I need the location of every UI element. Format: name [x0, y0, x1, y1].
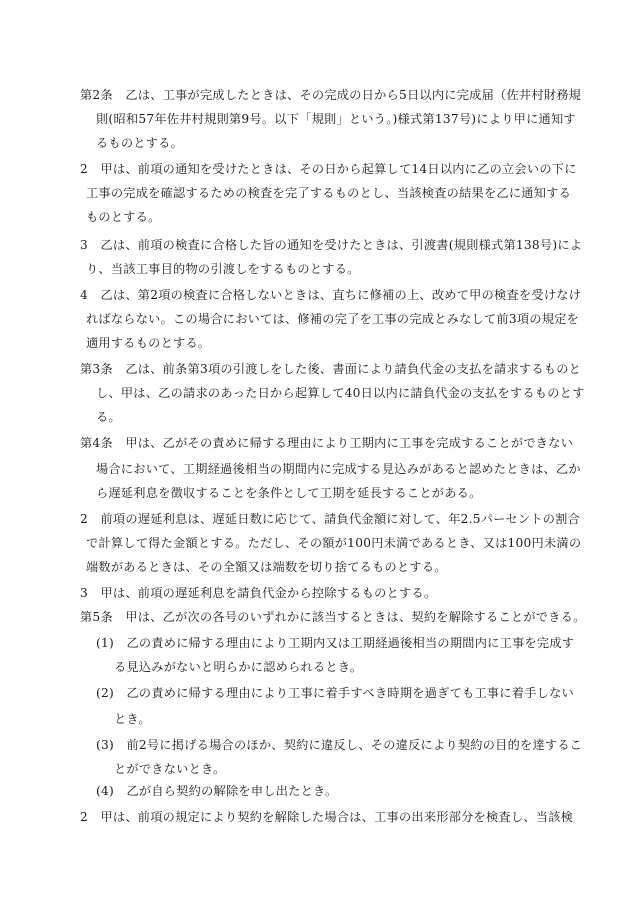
text-line: 場合において、工期経過後相当の期間内に完成する見込みがあると認めたときは、乙か	[96, 462, 581, 476]
text-line: (1) 乙の責めに帰する理由により工期内又は工期経過後相当の期間内に工事を完成す	[96, 636, 575, 650]
text-line: (2) 乙の責めに帰する理由により工事に着手すべき時期を過ぎても工事に着手しない	[96, 686, 574, 700]
text-line: 第4条 甲は、乙がその責めに帰する理由により工期内に工事を完成することができない	[80, 436, 574, 450]
text-line: 2 甲は、前項の通知を受けたときは、その日から起算して14日以内に乙の立会いの下に	[80, 162, 577, 176]
text-line: (3) 前2号に掲げる場合のほか、契約に違反し、その違反により契約の目的を達するこ	[96, 738, 583, 752]
text-line: ものとする。	[86, 210, 161, 224]
text-line: 適用するものとする。	[86, 336, 211, 350]
text-line: 3 甲は、前項の遅延利息を請負代金から控除するものとする。	[80, 586, 437, 600]
text-line: り、当該工事目的物の引渡しをするものとする。	[86, 262, 360, 276]
text-line: 則(昭和57年佐井村規則第9号。以下「規則」という。)様式第137号)により甲に通知す	[96, 112, 576, 126]
text-line: とき。	[114, 712, 151, 726]
text-line: る見込みがないと明らかに認められるとき。	[114, 660, 363, 674]
text-line: とができないとき。	[114, 762, 226, 776]
text-line: る。	[96, 410, 121, 424]
text-line: 2 前項の遅延利息は、遅延日数に応じて、請負代金額に対して、年2.5パーセントの割合	[80, 512, 581, 526]
text-line: 端数があるときは、その全額又は端数を切り捨てるものとする。	[86, 560, 447, 574]
text-line: 第3条 乙は、前条第3項の引渡しをした後、書面により請負代金の支払を請求するものと	[80, 362, 582, 376]
text-line: ら遅延利息を徴収することを条件として工期を延長することがある。	[96, 486, 482, 500]
text-line: 工事の完成を確認するための検査を完了するものとし、当該検査の結果を乙に通知する	[86, 186, 572, 200]
text-line: (4) 乙が自ら契約の解除を申し出たとき。	[96, 784, 338, 798]
text-line: 3 乙は、前項の検査に合格した旨の通知を受けたときは、引渡書(規則様式第138号)によ	[80, 238, 583, 252]
text-line: で計算して得た金額とする。ただし、その額が100円未満であるとき、又は100円未満の	[86, 536, 582, 550]
text-line: 第2条 乙は、工事が完成したときは、その完成の日から5日以内に完成届（佐井村財務規	[80, 88, 582, 102]
text-line: 2 甲は、前項の規定により契約を解除した場合は、工事の出来形部分を検査し、当該検	[80, 810, 574, 824]
text-line: し、甲は、乙の請求のあった日から起算して40日以内に請負代金の支払をするものとす	[96, 386, 585, 400]
text-line: 第5条 甲は、乙が次の各号のいずれかに該当するときは、契約を解除することができる。	[80, 610, 586, 624]
text-line: 4 乙は、第2項の検査に合格しないときは、直ちに修補の上、改めて甲の検査を受けなけ	[80, 288, 582, 302]
text-line: るものとする。	[96, 136, 184, 150]
text-line: ればならない。この場合においては、修補の完了を工事の完成とみなして前3項の規定を	[86, 312, 580, 326]
